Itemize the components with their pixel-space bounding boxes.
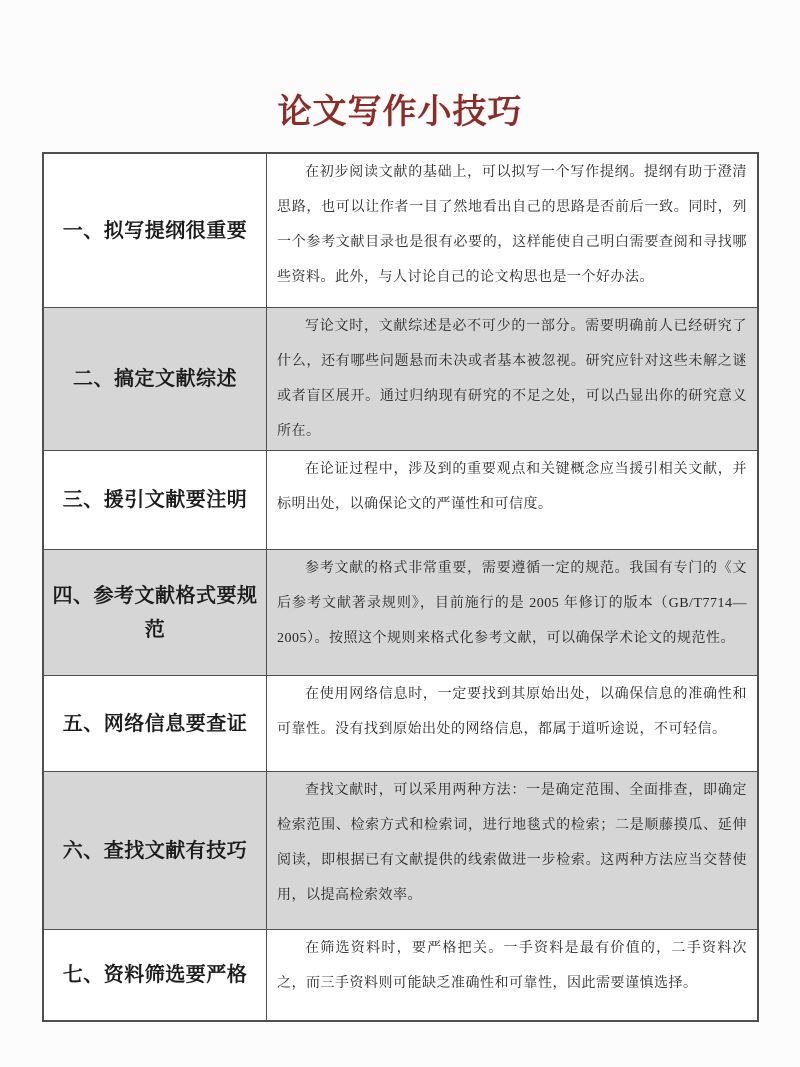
row-heading: 四、参考文献格式要规范 (44, 550, 267, 675)
row-heading: 五、网络信息要查证 (44, 676, 267, 771)
row-body-text: 在使用网络信息时，一定要找到其原始出处，以确保信息的准确性和可靠性。没有找到原始出处的网络信息，都属于道听途说，不可轻信。 (277, 687, 747, 737)
tips-table (42, 152, 759, 1022)
row-heading: 一、拟写提纲很重要 (44, 154, 267, 307)
row-body-text: 写论文时，文献综述是必不可少的一部分。需要明确前人已经研究了什么，还有哪些问题悬而未决或者基本被忽视。研究应针对这些未解之谜或者盲区展开。通过归纳现有研究的不足之处，可以凸显出你的研究意义所在。 (277, 319, 747, 439)
row-body-cell (267, 772, 757, 929)
row-body-text: 在初步阅读文献的基础上，可以拟写一个写作提纲。提纲有助于澄清思路，也可以让作者一目了然地看出自己的思路是否前后一致。同时，列一个参考文献目录也是很有必要的，这样能使自己明白需要查阅和寻找哪些资料。此外，与人讨论自己的论文构思也是一个好办法。 (277, 165, 747, 285)
row-body-cell (267, 451, 757, 549)
row-body-text: 查找文献时，可以采用两种方法：一是确定范围、全面排查，即确定检索范围、检索方式和检索词，进行地毯式的检索；二是顺藤摸瓜、延伸阅读，即根据已有文献提供的线索做进一步检索。这两种方法应当交替使用，以提高检索效率。 (277, 783, 747, 903)
row-heading: 三、援引文献要注明 (44, 451, 267, 549)
table-row (44, 771, 757, 929)
table-row (44, 154, 757, 307)
page-title: 论文写作小技巧 (277, 94, 523, 131)
row-heading: 七、资料筛选要严格 (44, 930, 267, 1020)
table-row (44, 675, 757, 771)
row-body-cell (267, 930, 757, 1020)
table-row (44, 450, 757, 549)
row-body-cell (267, 676, 757, 771)
row-body-text: 在筛选资料时，要严格把关。一手资料是最有价值的，二手资料次之，而三手资料则可能缺乏准确性和可靠性，因此需要谨慎选择。 (277, 941, 747, 991)
row-body-cell (267, 308, 757, 450)
row-body-text: 参考文献的格式非常重要，需要遵循一定的规范。我国有专门的《文后参考文献著录规则》，目前施行的是 2005 年修订的版本（GB/T7714—2005）。按照这个规则来格式化参考文献，可以确保学术论文的规范性。 (277, 561, 747, 646)
table-row (44, 307, 757, 450)
row-body-text: 在论证过程中，涉及到的重要观点和关键概念应当援引相关文献，并标明出处，以确保论文的严谨性和可信度。 (277, 462, 747, 512)
row-body-cell (267, 154, 757, 307)
row-body-cell (267, 550, 757, 675)
row-heading: 六、查找文献有技巧 (44, 772, 267, 929)
row-heading: 二、搞定文献综述 (44, 308, 267, 450)
table-row (44, 929, 757, 1020)
table-row (44, 549, 757, 675)
